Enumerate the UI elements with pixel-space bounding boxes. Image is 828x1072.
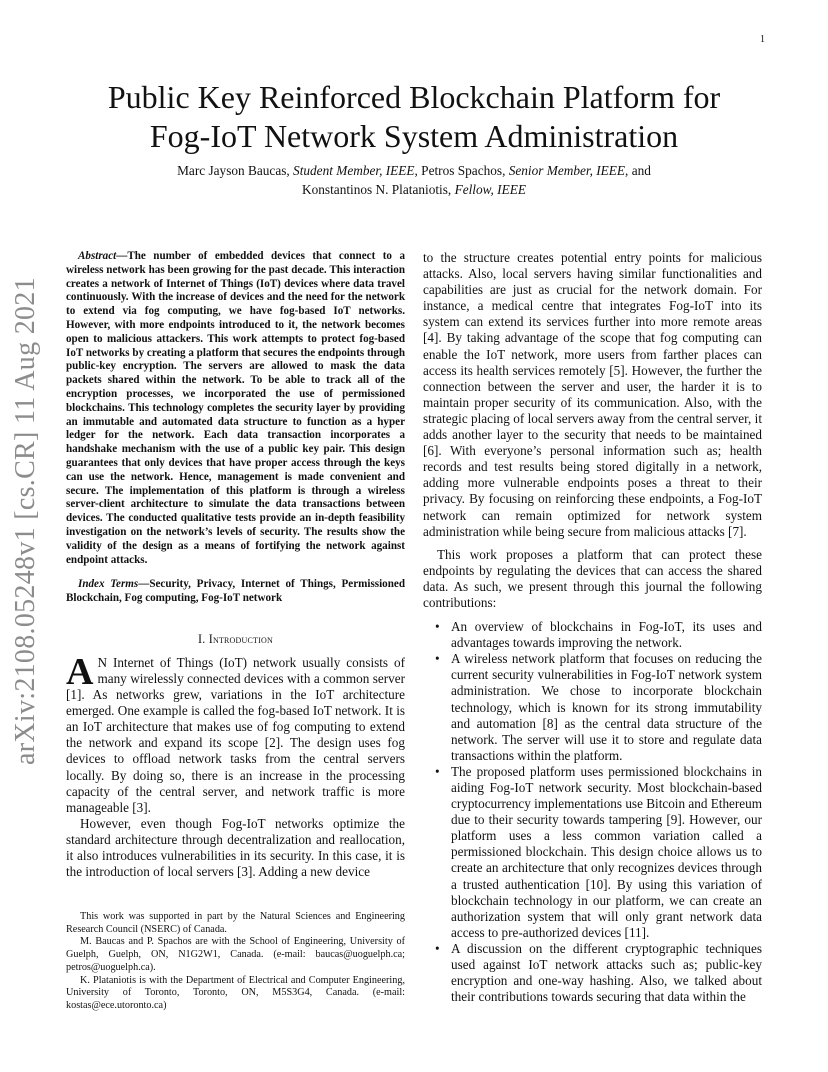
right-column bbox=[423, 250, 762, 1005]
bullet-icon: • bbox=[435, 619, 440, 635]
index-terms-label: Index Terms bbox=[78, 578, 139, 591]
contribution-text: The proposed platform uses permissioned blockchains in aiding Fog-IoT network security. Most blockchain-based cryptocurrency implementations use Bitcoin and Ethereum due to their security towards tampering [9]. However, our platform uses a less common variation called a permissioned blockchain. This design choice allows us to create an architecture that only recognizes devices through a trusted authentication [10]. By using this variation of blockchain technology in our platform, we can create an authorization system that will only grant network data access to pre-authorized devices [11]. bbox=[451, 763, 762, 940]
index-terms bbox=[66, 578, 405, 606]
title-line-1: Public Key Reinforced Blockchain Platform for bbox=[107, 79, 721, 115]
section-number: I. bbox=[198, 631, 209, 646]
author-separator: , and bbox=[625, 163, 651, 178]
footnote: K. Plataniotis is with the Department of Electrical and Computer Engineering, University of Toronto, Toronto, ON, M5S3G4, Canada. (e-mail: kostas@ece.utoronto.ca) bbox=[66, 974, 405, 1011]
bullet-icon: • bbox=[435, 651, 440, 667]
arxiv-identifier: arXiv:2108.05248v1 [cs.CR] 11 Aug 2021 bbox=[10, 277, 41, 765]
author-role: Senior Member, IEEE bbox=[508, 163, 626, 178]
contribution-item bbox=[423, 651, 762, 764]
section-heading bbox=[66, 632, 405, 647]
section-title: Introduction bbox=[208, 631, 273, 646]
bullet-icon: • bbox=[435, 763, 440, 779]
right-paragraph-1: to the structure creates potential entry points for malicious attacks. Also, local servers having similar functionalities and capabilities are just as crucial for the network domain. For instance, a medical centre that integrates Fog-IoT into its system can extend its services further into more remote areas [4]. By taking advantage of the scope that fog computing can enable the IoT network, more users from farther places can access its health services remotely [5]. However, the further the connection between the server and user, the harder it is to maintain proper security of its communication. Also, with the strategic placing of local servers away from the central server, it adds another layer to the security that needs to be maintained [6]. With everyone’s personal information such as; health records and test results being stored digitally in a network, adding more vulnerable endpoints poses a threat to their privacy. By focusing on reinforcing these endpoints, a Fog-IoT network can remain optimized for network system administration while being secure from malicious attacks [7]. bbox=[423, 250, 762, 539]
abstract bbox=[66, 250, 405, 567]
author-line-2 bbox=[60, 180, 768, 199]
footnote: This work was supported in part by the Natural Sciences and Engineering Research Council (NSERC) of Canada. bbox=[66, 911, 405, 935]
author-name: , Petros Spachos, bbox=[414, 163, 509, 178]
drop-cap: A bbox=[66, 650, 94, 693]
left-column bbox=[66, 250, 405, 880]
contribution-item bbox=[423, 941, 762, 1005]
author-role: Fellow, IEEE bbox=[454, 182, 526, 197]
author-name: Konstantinos N. Plataniotis, bbox=[302, 182, 455, 197]
author-role: Student Member, IEEE bbox=[293, 163, 415, 178]
author-list bbox=[60, 161, 768, 199]
contribution-item bbox=[423, 764, 762, 941]
contribution-item bbox=[423, 619, 762, 651]
contribution-text: A discussion on the different cryptographic techniques used against IoT network attacks such as; public-key encryption and one-way hashing. Also, we talked about their contributions towards securing that data within the bbox=[451, 940, 762, 1005]
abstract-text: —The number of embedded devices that connect to a wireless network has been growing for the past decade. This interaction creates a network of Internet of Things (IoT) devices where data travel continuously. With the increase of devices and the need for the network to extend via fog computing, we have fog-based IoT networks. However, with more endpoints introduced to it, the network becomes open to malicious attackers. This work attempts to protect fog-based IoT networks by creating a platform that secures the endpoints through public-key encryption. The servers are allowed to mask the data packets shared within the network. To be able to track all of the encryption processes, we incorporated the use of permissioned blockchains. This technology completes the security layer by providing an immutable and automated data structure to function as a hyper ledger for the network. Each data transaction incorporates a handshake mechanism with the use of a public key pair. This design guarantees that only devices that have proper access through the keys can use the network. Hence, management is made convenient and secure. The implementation of this platform is through a wireless server-client architecture to simulate the data transactions between devices. The conducted qualitative tests provide an in-depth feasibility investigation on the network’s levels of security. The results show the validity of the design as a means of fortifying the network against endpoint attacks. bbox=[66, 250, 405, 566]
footnote: M. Baucas and P. Spachos are with the School of Engineering, University of Guelph, Guelph, ON, N1G2W1, Canada. (e-mail: baucas@uoguelph.ca; petros@uoguelph.ca). bbox=[66, 936, 405, 973]
footnotes bbox=[66, 911, 405, 1013]
paper-title bbox=[60, 78, 768, 156]
intro-paragraph-1-text: N Internet of Things (IoT) network usually consists of many wirelessly connected devices with a common server [1]. As networks grew, variations in the IoT architecture emerged. One example is called the fog-based IoT network. It is an IoT architecture that makes use of fog computing to extend the network and expand its scope [2]. The design uses fog devices to offload network tasks from the central servers locally. By doing so, there is an increase in the processing capacity of the central server, and network traffic is more manageable [3]. bbox=[66, 654, 405, 815]
contribution-text: An overview of blockchains in Fog-IoT, its uses and advantages towards improving the network. bbox=[451, 619, 762, 651]
abstract-label: Abstract bbox=[78, 250, 117, 262]
author-name: Marc Jayson Baucas, bbox=[177, 163, 294, 178]
contribution-list bbox=[423, 619, 762, 1005]
index-terms-text: —Security, Privacy, Internet of Things, Permissioned Blockchain, Fog computing, Fog-IoT network bbox=[66, 578, 405, 605]
author-line-1 bbox=[60, 161, 768, 180]
intro-paragraph-2: However, even though Fog-IoT networks optimize the standard architecture through decentralization and reallocation, it also introduces vulnerabilities in its security. In this case, it is the introduction of local servers [3]. Adding a new device bbox=[66, 815, 405, 880]
intro-paragraph-1 bbox=[66, 650, 405, 816]
bullet-icon: • bbox=[435, 940, 440, 956]
title-line-2: Fog-IoT Network System Administration bbox=[149, 118, 679, 154]
right-paragraph-2: This work proposes a platform that can protect these endpoints by regulating the devices that can access the shared data. As such, we present through this journal the following contributions: bbox=[423, 546, 762, 610]
contribution-text: A wireless network platform that focuses on reducing the current security vulnerabilities in Fog-IoT network system administration. We chose to incorporate blockchain technology, which is known for its strong immutability and automation [8] as the central data structure of the network. The server will use it to store and regulate data transactions within the platform. bbox=[451, 651, 762, 763]
page-number: 1 bbox=[760, 34, 765, 45]
